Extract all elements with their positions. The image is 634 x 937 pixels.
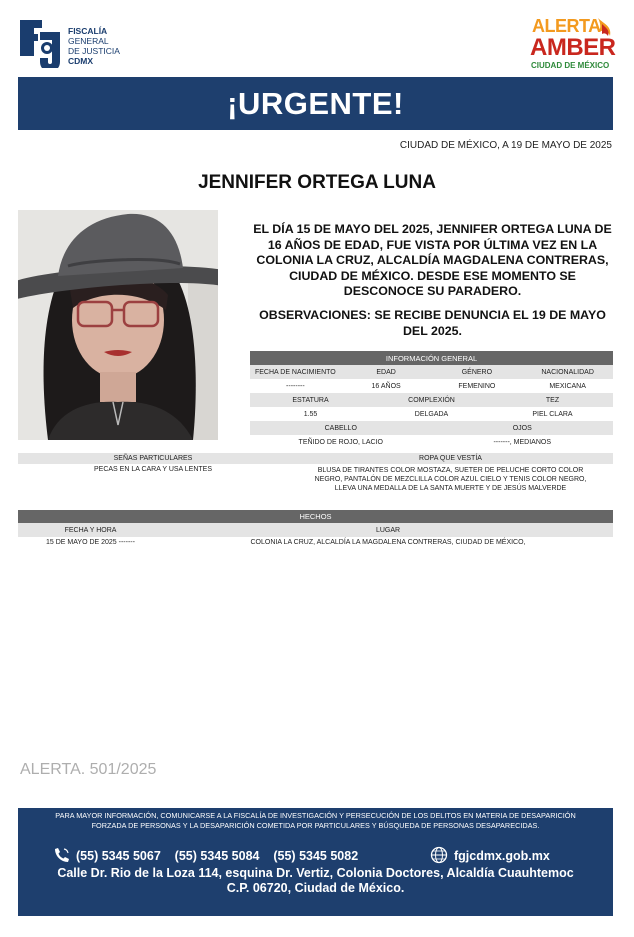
features-table: [18, 453, 613, 493]
amber-line3: CIUDAD DE MÉXICO: [531, 61, 610, 70]
amber-line1: ALERTA: [532, 16, 601, 36]
general-info-row3-headers: [250, 421, 613, 435]
general-info-row2-values: [250, 407, 613, 421]
fgj-logo: [18, 18, 128, 70]
header-date-time: FECHA Y HORA: [64, 526, 117, 534]
value-height: 1.55: [303, 410, 318, 418]
value-build: DELGADA: [414, 410, 449, 418]
observations-paragraph: OBSERVACIONES: SE RECIBE DENUNCIA EL 19 DE MAYO DEL 2025.: [259, 308, 606, 338]
header-age: EDAD: [376, 368, 396, 376]
header-build: COMPLEXIÓN: [408, 396, 455, 404]
value-complexion: PIEL CLARA: [532, 410, 573, 418]
header-birthdate: FECHA DE NACIMIENTO: [254, 368, 336, 376]
value-eyes: -------, MEDIANOS: [493, 438, 552, 446]
value-clothing: [288, 466, 613, 493]
contact-footer: [18, 808, 613, 916]
footer-info: [18, 811, 613, 831]
header-complexion: TEZ: [545, 396, 560, 404]
general-info-row2-headers: [250, 393, 613, 407]
value-nationality: MEXICANA: [549, 382, 586, 390]
general-info-row1-values: [250, 379, 613, 393]
fgj-line4: CDMX: [68, 56, 94, 66]
fgj-line1: FISCALÍA: [68, 26, 108, 36]
header-gender: GÉNERO: [461, 368, 493, 376]
value-hair: TEÑIDO DE ROJO, LACIO: [298, 438, 383, 446]
clothing-line1: BLUSA DE TIRANTES COLOR MOSTAZA, SUETER DE PELUCHE CORTO COLOR: [317, 467, 584, 474]
header-eyes: OJOS: [512, 424, 532, 432]
fgj-emblem-icon: [18, 18, 64, 68]
header-place: LUGAR: [375, 526, 401, 534]
globe-icon: [430, 846, 448, 864]
facts-headers: [18, 523, 613, 537]
clothing-line2: NEGRO, PANTALÓN DE MEZCLILLA COLOR AZUL CIELO Y TENIS COLOR NEGRO,: [314, 476, 587, 483]
missing-person-photo: [18, 210, 218, 440]
general-info-row3-values: [250, 435, 613, 449]
header-hair: CABELLO: [324, 424, 357, 432]
value-place: COLONIA LA CRUZ, ALCALDÍA LA MAGDALENA CONTRERAS, CIUDAD DE MÉXICO,: [250, 539, 526, 546]
address-line1: Calle Dr. Rio de la Loza 114, esquina Dr. Vertiz, Colonia Doctores, Alcaldía Cuauhtemoc: [57, 866, 574, 880]
description-paragraph: EL DÍA 15 DE MAYO DEL 2025, JENNIFER ORTEGA LUNA DE 16 AÑOS DE EDAD, FUE VISTA POR ÚLTIMA VEZ EN LA COLONIA LA CRUZ, ALCALDÍA MAGDALENA CONTRERAS, CIUDAD DE MÉXICO. DESDE ESE MOMENTO SE DESCONOCE SU PARADERO.: [253, 222, 612, 298]
fgj-line3: DE JUSTICIA: [68, 46, 120, 56]
fgj-wordmark: [68, 26, 120, 66]
phone-numbers[interactable]: (55) 5345 5067 (55) 5345 5084 (55) 5345 5082: [76, 849, 359, 863]
facts-values: [18, 537, 613, 548]
value-distinguishing-marks: PECAS EN LA CARA Y USA LENTES: [93, 466, 212, 473]
general-info-row1-headers: [250, 365, 613, 379]
general-info-table: [250, 351, 613, 449]
date-line: CIUDAD DE MÉXICO, A 19 DE MAYO DE 2025: [399, 140, 612, 151]
footer-info-line1: PARA MAYOR INFORMACIÓN, COMUNICARSE A LA FISCALÍA DE INVESTIGACIÓN Y PERSECUCIÓN DE LOS DELITOS EN MATERIA DE DESAPARICIÓN: [55, 811, 576, 820]
fgj-line2: GENERAL: [68, 36, 109, 46]
value-birthdate: --------: [286, 382, 305, 390]
header-nationality: NACIONALIDAD: [541, 368, 594, 376]
header-clothing: ROPA QUE VESTÍA: [419, 455, 482, 462]
features-headers: [18, 453, 613, 464]
portrait-image: [18, 210, 218, 440]
footer-address: [18, 866, 613, 896]
alerta-amber-logo: [528, 14, 618, 74]
header-height: ESTATURA: [292, 396, 329, 404]
value-gender: FEMENINO: [458, 382, 496, 390]
urgent-banner: ¡URGENTE!: [18, 77, 613, 130]
value-age: 16 AÑOS: [371, 382, 401, 390]
person-name: JENNIFER ORTEGA LUNA: [198, 172, 436, 193]
amber-line2: AMBER: [530, 34, 616, 61]
facts-title: HECHOS: [18, 510, 613, 523]
alert-number: ALERTA. 501/2025: [20, 761, 157, 778]
general-info-title: INFORMACIÓN GENERAL: [250, 351, 613, 365]
website-link[interactable]: fgjcdmx.gob.mx: [454, 849, 550, 863]
value-date-time: 15 DE MAYO DE 2025 -------: [46, 539, 135, 546]
address-line2: C.P. 06720, Ciudad de México.: [226, 881, 405, 895]
footer-info-line2: FORZADA DE PERSONAS Y LA DESAPARICIÓN COMETIDA POR PARTICULARES Y BÚSQUEDA DE PERSONAS DESAPARECIDAS.: [91, 821, 540, 830]
clothing-line3: LLEVA UNA MEDALLA DE LA SANTA MUERTE Y DE JESÚS MALVERDE: [334, 485, 567, 492]
facts-table: [18, 510, 613, 548]
features-values: [18, 464, 613, 493]
phone-icon: [54, 847, 70, 863]
header-distinguishing-marks: SEÑAS PARTICULARES: [113, 455, 193, 462]
